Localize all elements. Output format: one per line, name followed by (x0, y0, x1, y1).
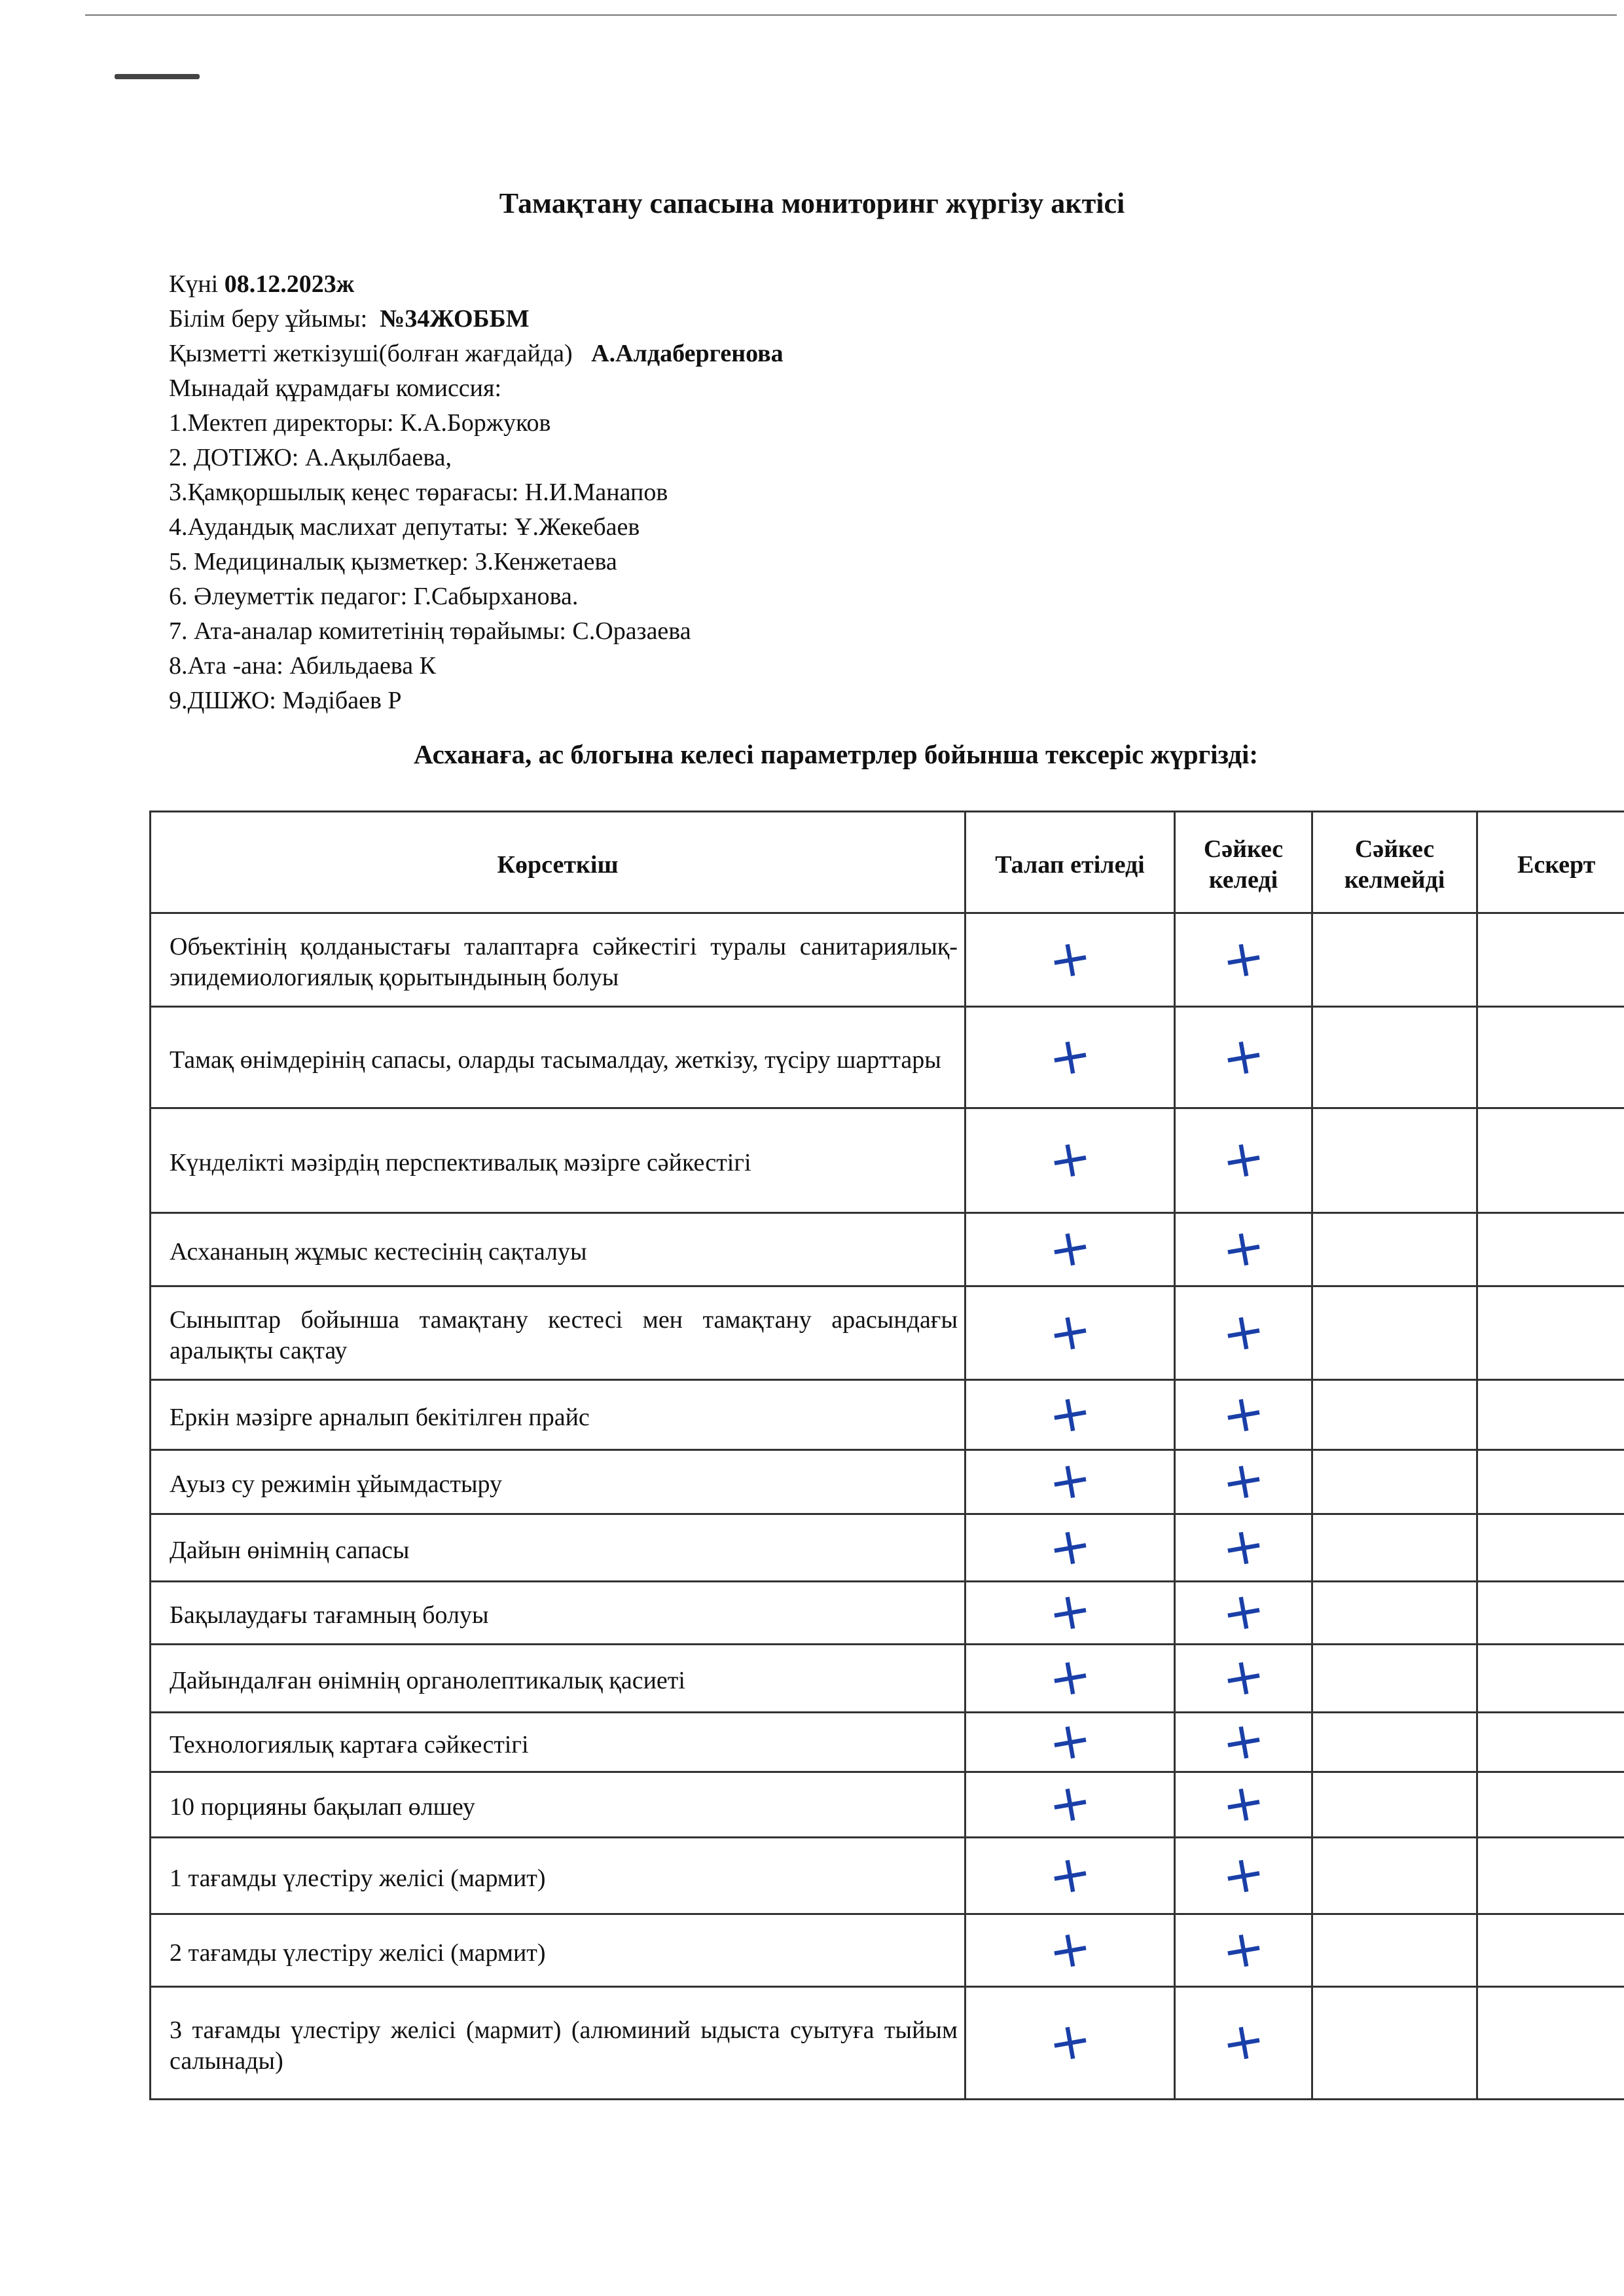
compliant-plus-mark: + (1217, 1514, 1270, 1580)
compliant-cell (1175, 1708, 1312, 1774)
table-row (151, 1514, 1624, 1582)
note-cell (1477, 1645, 1624, 1713)
note-cell (1477, 1914, 1624, 1987)
table-row (151, 1286, 1624, 1380)
compliant-plus-mark: + (1217, 1916, 1270, 1982)
required-cell (965, 1914, 1175, 1987)
indicator-cell: 1 тағамды үлестіру желісі (мармит) (151, 1838, 965, 1914)
date-line (169, 267, 784, 302)
note-cell (1477, 1514, 1624, 1582)
noncompliant-cell (1312, 1772, 1477, 1838)
note-cell (1477, 1838, 1624, 1914)
compliant-cell (1175, 1772, 1312, 1838)
noncompliant-cell (1312, 1007, 1477, 1108)
compliant-plus-mark: + (1217, 2009, 1270, 2075)
indicator-cell: 10 порцияны бақылап өлшеу (151, 1772, 965, 1838)
indicator-cell: Асхананың жұмыс кестесінің сақталуы (151, 1213, 965, 1286)
indicator-cell: Сыныптар бойынша тамақтану кестесі мен тамақтану арасындағы аралықты сақтау (151, 1286, 965, 1380)
indicator-cell: Дайындалған өнімнің органолептикалық қасиеті (151, 1645, 965, 1713)
note-cell (1477, 1582, 1624, 1645)
note-cell (1477, 1772, 1624, 1838)
table-row (151, 1582, 1624, 1645)
indicator-cell: 2 тағамды үлестіру желісі (мармит) (151, 1914, 965, 1987)
organization-value: №34ЖОББМ (380, 305, 530, 333)
noncompliant-cell (1312, 1987, 1477, 2100)
required-plus-mark: + (1043, 1127, 1096, 1192)
noncompliant-cell (1312, 1838, 1477, 1914)
required-cell (965, 1108, 1175, 1213)
indicator-cell: Объектінің қолданыстағы талаптарға сәйкестігі туралы санитариялық-эпидемиологиялық қорытындының болуы (151, 913, 965, 1007)
commission-member: 9.ДШЖО: Мәдібаев Р (169, 687, 402, 714)
note-cell (1477, 913, 1624, 1007)
required-cell (965, 1838, 1175, 1914)
required-plus-mark: + (1043, 1842, 1096, 1908)
commission-member: 8.Ата -ана: Абильдаева К (169, 652, 436, 680)
inspection-table-wrap (149, 811, 1624, 2121)
note-cell (1477, 1987, 1624, 2100)
indicator-cell: 3 тағамды үлестіру желісі (мармит) (алюминий ыдыста суытуға тыйым салынады) (151, 1987, 965, 2100)
compliant-cell (1175, 1213, 1312, 1286)
compliant-cell (1175, 1914, 1312, 1987)
required-cell (965, 1514, 1175, 1582)
compliant-cell (1175, 1286, 1312, 1380)
required-plus-mark: + (1043, 1299, 1096, 1365)
table-row (151, 1108, 1624, 1213)
header-block (169, 267, 784, 718)
required-cell (965, 1708, 1175, 1774)
commission-member: 2. ДОТІЖО: А.Ақылбаева, (169, 444, 452, 471)
note-cell (1477, 1007, 1624, 1108)
table-row (151, 1914, 1624, 1987)
table-row (151, 1007, 1624, 1108)
provider-line (169, 337, 784, 371)
table-row (151, 1838, 1624, 1914)
header-indicator: Көрсеткіш (151, 812, 965, 913)
required-cell (965, 1213, 1175, 1286)
compliant-cell (1175, 1987, 1312, 2100)
compliant-plus-mark: + (1217, 1448, 1270, 1514)
required-plus-mark: + (1043, 1216, 1096, 1281)
note-cell (1477, 1286, 1624, 1380)
noncompliant-cell (1312, 1450, 1477, 1514)
required-cell (965, 1007, 1175, 1108)
commission-intro: Мынадай құрамдағы комиссия: (169, 374, 502, 402)
commission-list (169, 406, 784, 718)
table-row (151, 1772, 1624, 1838)
table-row (151, 1450, 1624, 1514)
table-subtitle: Асханаға, ас блогына келесі параметрлер бойынша тексеріс жүргізді: (414, 739, 1259, 769)
required-plus-mark: + (1043, 1514, 1096, 1580)
compliant-plus-mark: + (1217, 1645, 1270, 1710)
organization-line (169, 302, 784, 337)
indicator-cell: Тамақ өнімдерінің сапасы, оларды тасымалдау, жеткізу, түсіру шарттары (151, 1007, 965, 1108)
table-row (151, 1380, 1624, 1450)
required-plus-mark: + (1043, 2009, 1096, 2075)
table-row (151, 1645, 1624, 1713)
commission-member: 3.Қамқоршылық кеңес төрағасы: Н.И.Манапов (169, 479, 668, 506)
required-cell (965, 1579, 1175, 1645)
provider-label: Қызметті жеткізуші(болған жағдайда) (169, 340, 573, 367)
required-cell (965, 1450, 1175, 1514)
indicator-cell: Ауыз су режимін ұйымдастыру (151, 1450, 965, 1514)
compliant-plus-mark: + (1217, 1708, 1270, 1774)
required-plus-mark: + (1043, 1579, 1096, 1645)
noncompliant-cell (1312, 1645, 1477, 1713)
required-cell (965, 1772, 1175, 1838)
table-row (151, 1713, 1624, 1772)
noncompliant-cell (1312, 1914, 1477, 1987)
compliant-cell (1175, 1380, 1312, 1450)
compliant-cell (1175, 1450, 1312, 1514)
header-compliant: Сәйкес келеді (1175, 812, 1312, 913)
table-row (151, 1213, 1624, 1286)
note-cell (1477, 1213, 1624, 1286)
required-plus-mark: + (1043, 1645, 1096, 1710)
header-note: Ескерт (1477, 812, 1624, 913)
commission-member: 6. Әлеуметтік педагог: Г.Сабырханова. (169, 583, 579, 610)
note-cell (1477, 1450, 1624, 1514)
provider-value: А.Алдабергенова (591, 340, 784, 367)
noncompliant-cell (1312, 1286, 1477, 1380)
noncompliant-cell (1312, 913, 1477, 1007)
required-plus-mark: + (1043, 1381, 1096, 1447)
inspection-table (149, 811, 1624, 2100)
commission-member: 4.Аудандық маслихат депутаты: Ұ.Жекебаев (169, 513, 640, 541)
compliant-cell (1175, 1514, 1312, 1582)
required-plus-mark: + (1043, 926, 1096, 992)
compliant-cell (1175, 1838, 1312, 1914)
header-noncompliant: Сәйкес келмейді (1312, 812, 1477, 913)
table-header-row (151, 812, 1624, 913)
noncompliant-cell (1312, 1213, 1477, 1286)
compliant-plus-mark: + (1217, 1579, 1270, 1645)
compliant-plus-mark: + (1217, 926, 1270, 992)
date-label: Күні (169, 270, 219, 298)
required-cell (965, 1645, 1175, 1713)
compliant-cell (1175, 1108, 1312, 1213)
table-row (151, 913, 1624, 1007)
header-required: Талап етіледі (965, 812, 1175, 913)
compliant-plus-mark: + (1217, 1216, 1270, 1281)
indicator-cell: Технологиялық картаға сәйкестігі (151, 1713, 965, 1772)
commission-member: 7. Ата-аналар комитетінің төрайымы: С.Оразаева (169, 617, 691, 645)
compliant-cell (1175, 913, 1312, 1007)
pen-mark (115, 74, 200, 79)
commission-member: 5. Медициналық қызметкер: З.Кенжетаева (169, 548, 617, 575)
noncompliant-cell (1312, 1713, 1477, 1772)
date-value: 08.12.2023ж (224, 270, 355, 298)
organization-label: Білім беру ұйымы: (169, 305, 368, 333)
required-plus-mark: + (1043, 1708, 1096, 1774)
compliant-cell (1175, 1579, 1312, 1645)
document-title: Тамақтану сапасына мониторинг жүргізу актісі (499, 187, 1125, 219)
note-cell (1477, 1108, 1624, 1213)
compliant-plus-mark: + (1217, 1127, 1270, 1192)
indicator-cell: Күнделікті мәзірдің перспективалық мәзірге сәйкестігі (151, 1108, 965, 1213)
compliant-plus-mark: + (1217, 1023, 1270, 1089)
compliant-cell (1175, 1007, 1312, 1108)
required-cell (965, 1286, 1175, 1380)
required-cell (965, 913, 1175, 1007)
required-plus-mark: + (1043, 1771, 1096, 1836)
compliant-cell (1175, 1645, 1312, 1713)
indicator-cell: Дайын өнімнің сапасы (151, 1514, 965, 1582)
noncompliant-cell (1312, 1514, 1477, 1582)
compliant-plus-mark: + (1217, 1381, 1270, 1447)
page-top-edge (85, 14, 1617, 16)
noncompliant-cell (1312, 1380, 1477, 1450)
indicator-cell: Еркін мәзірге арналып бекітілген прайс (151, 1380, 965, 1450)
required-plus-mark: + (1043, 1023, 1096, 1089)
compliant-plus-mark: + (1217, 1299, 1270, 1365)
note-cell (1477, 1713, 1624, 1772)
commission-member: 1.Мектеп директоры: К.А.Боржуков (169, 409, 551, 437)
indicator-cell: Бақылаудағы тағамның болуы (151, 1582, 965, 1645)
noncompliant-cell (1312, 1582, 1477, 1645)
compliant-plus-mark: + (1217, 1771, 1270, 1836)
note-cell (1477, 1380, 1624, 1450)
required-cell (965, 1987, 1175, 2100)
required-cell (965, 1380, 1175, 1450)
required-plus-mark: + (1043, 1448, 1096, 1514)
table-row (151, 1987, 1624, 2100)
noncompliant-cell (1312, 1108, 1477, 1213)
required-plus-mark: + (1043, 1916, 1096, 1982)
compliant-plus-mark: + (1217, 1842, 1270, 1908)
